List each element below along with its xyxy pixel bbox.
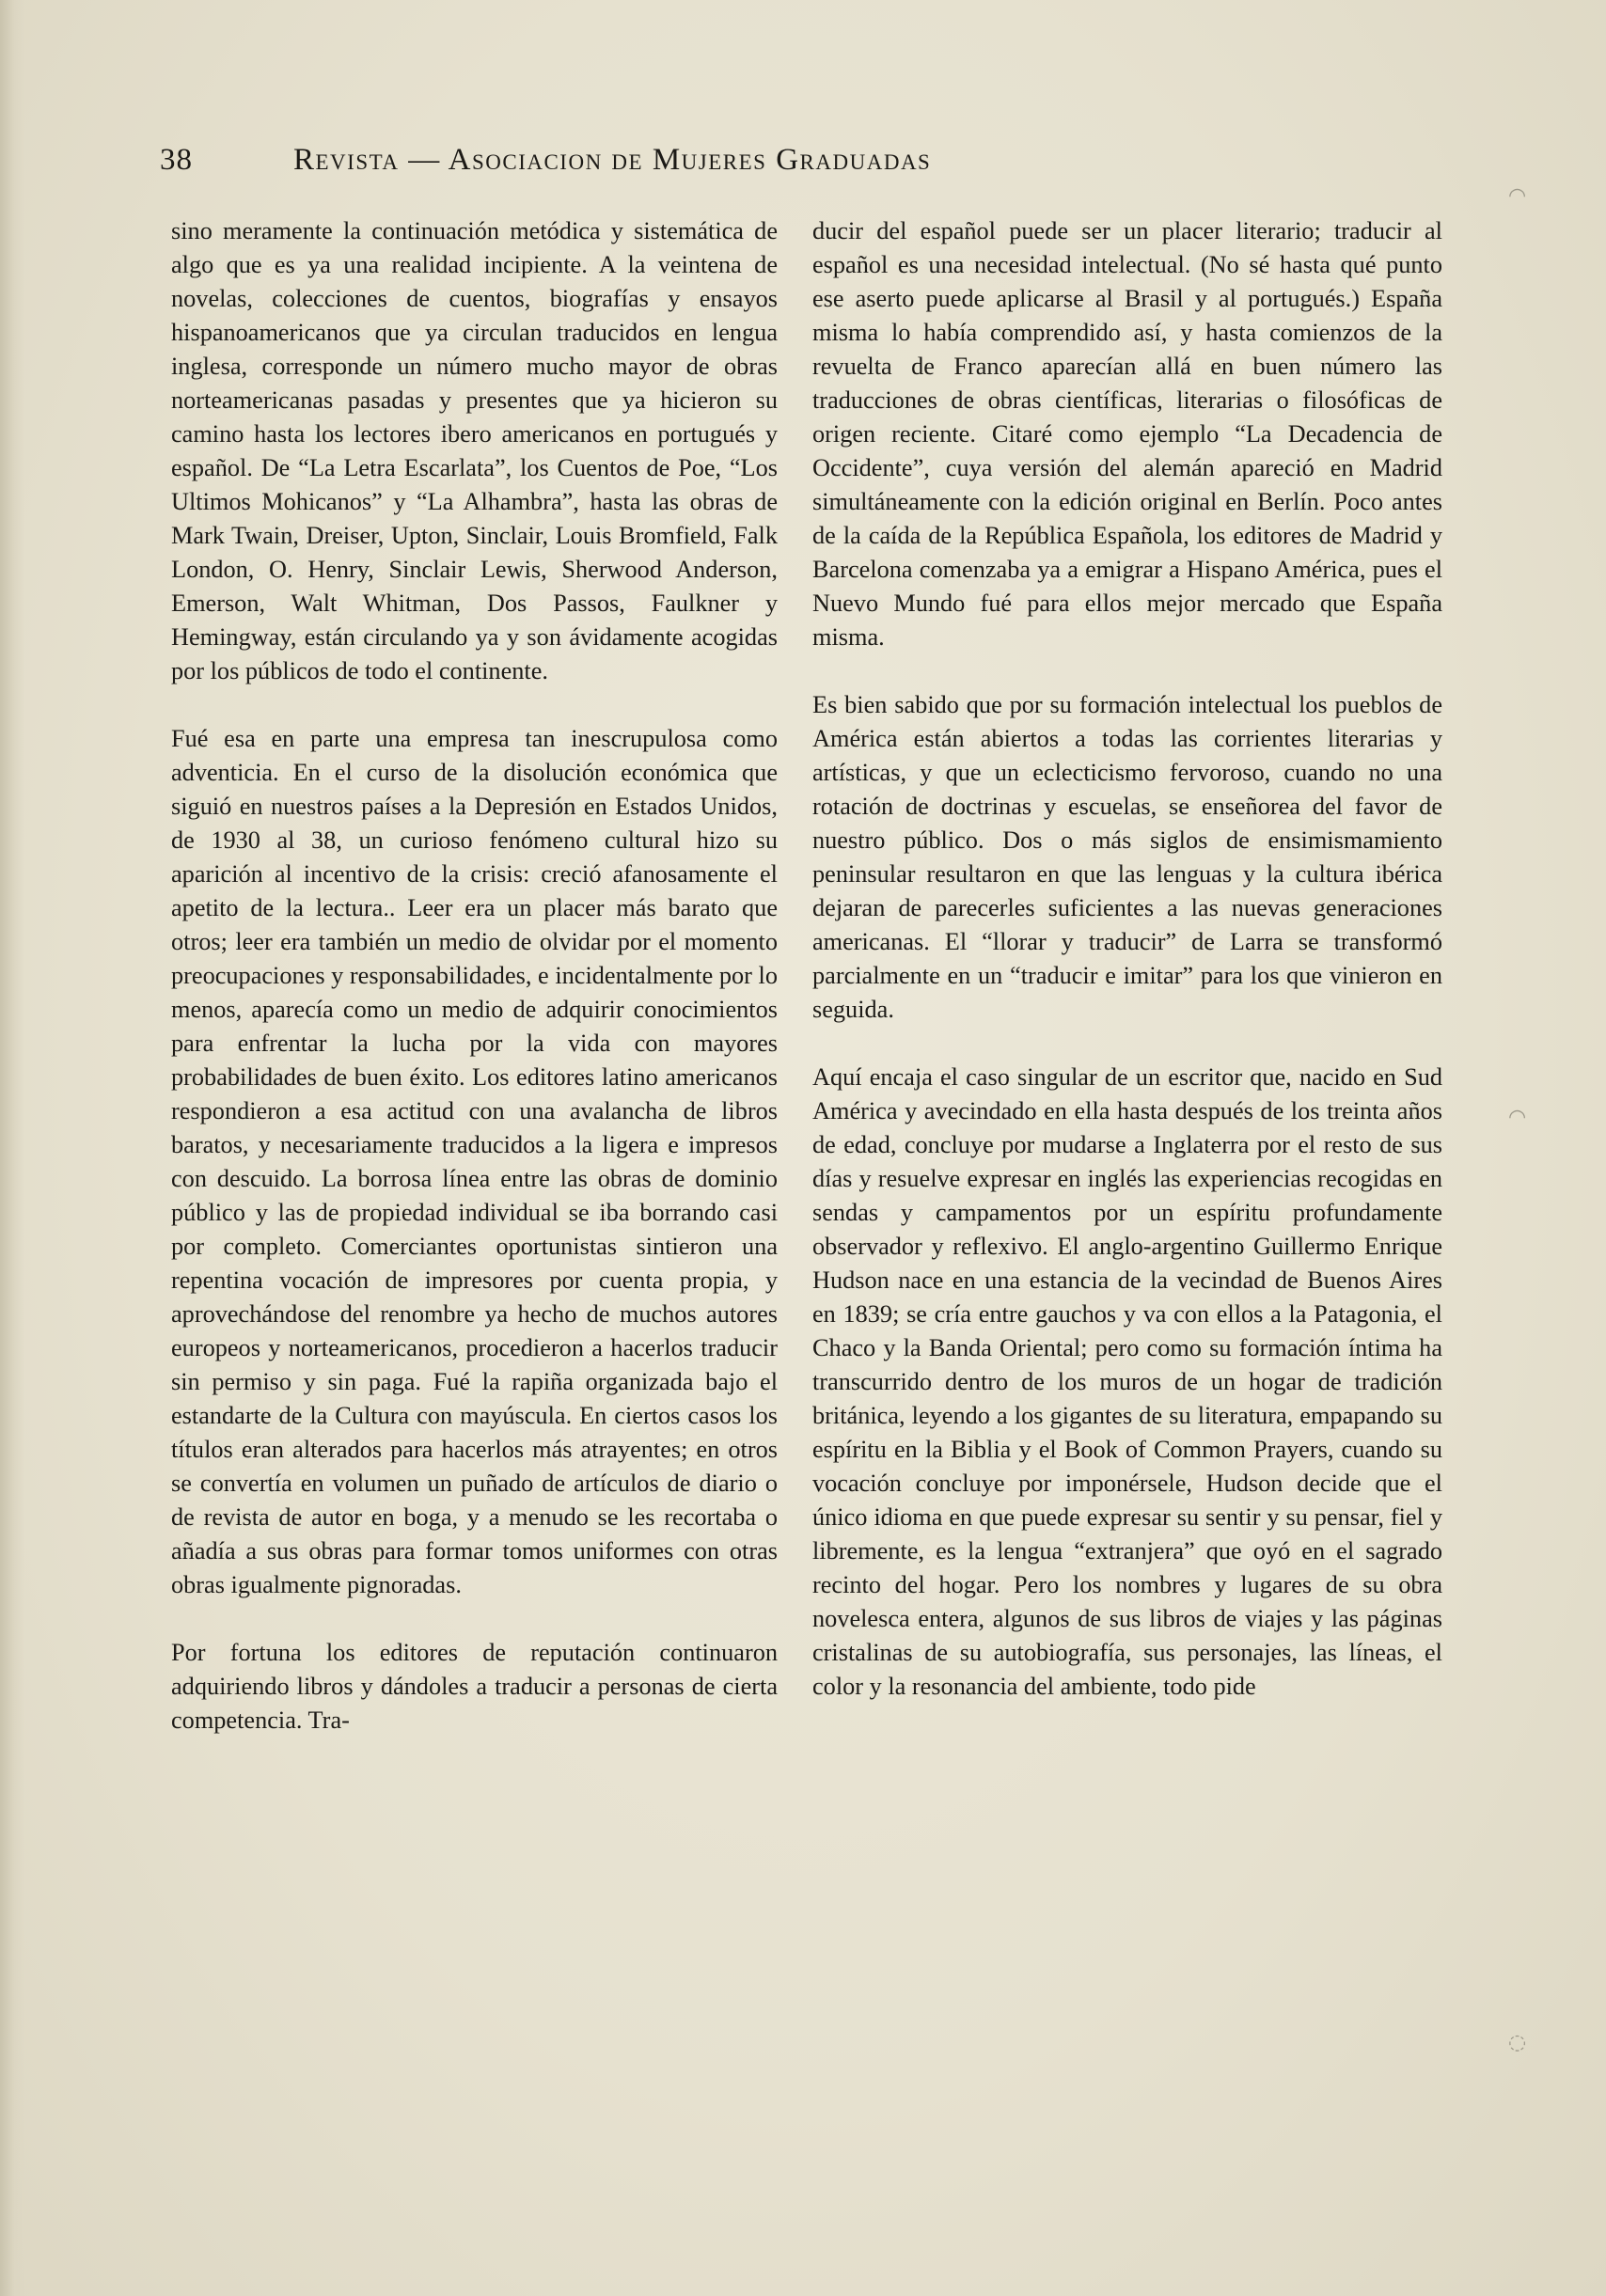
running-header [160, 143, 1476, 190]
binding-hole-mark-top: ◠ [1508, 184, 1527, 208]
running-title: Revista — Asociacion de Mujeres Graduadas [293, 143, 932, 177]
binding-hole-mark-bottom: ◌ [1508, 2031, 1527, 2054]
page-number: 38 [160, 143, 193, 177]
page-spine-shadow [0, 0, 24, 2296]
binding-hole-mark-middle: ◠ [1508, 1106, 1527, 1129]
left-paragraph-2: Fué esa en parte una empresa tan inescrupulosa como adventicia. En el curso de la disolución económica que siguió en nuestros países a la Depresión en Estados Unidos, de 1930 al 38, un curioso fenómeno cultural hizo su aparición al incentivo de la crisis: creció afanosamente el apetito de la lectura.. Leer era un placer más barato que otros; leer era también un medio de olvidar por el momento preocupaciones y responsabilidades, e incidentalmente por lo menos, aparecía como un medio de adquirir conocimientos para enfrentar la lucha por la vida con mayores probabilidades de buen éxito. Los editores latino americanos respondieron a esa actitud con una avalancha de libros baratos, y necesariamente traducidos a la ligera e impresos con descuido. La borrosa línea entre las obras de dominio público y las de propiedad individual se iba borrando casi por completo. Comerciantes oportunistas sintieron una repentina vocación de impresores por cuenta propia, y aprovechándose del renombre ya hecho de muchos autores europeos y norteamericanos, procedieron a hacerlos traducir sin permiso y sin paga. Fué la rapiña organizada bajo el estandarte de la Cultura con mayúscula. En ciertos casos los títulos eran alterados para hacerlos más atrayentes; en otros se convertía en volumen un puñado de artículos de diario o de revista de autor en boga, y a menudo se les recortaba o añadía a sus obras para formar tomos uniformes con otras obras igualmente pignoradas. [171, 725, 778, 1598]
left-column [171, 214, 778, 1738]
right-column [812, 214, 1442, 1704]
right-paragraph-1: ducir del español puede ser un placer literario; traducir al español es una necesidad intelectual. (No sé hasta qué punto ese aserto puede aplicarse al Brasil y al portugués.) España misma lo había comprendido así, y hasta comienzos de la revuelta de Franco aparecían allá en buen número las traducciones de obras científicas, literarias o filosóficas de origen reciente. Citaré como ejemplo “La Decadencia de Occidente”, cuya versión del alemán apareció en Madrid simultáneamente con la edición original en Berlín. Poco antes de la caída de la República Española, los editores de Madrid y Barcelona comenzaba ya a emigrar a Hispano América, pues el Nuevo Mundo fué para ellos mejor mercado que España misma. [812, 217, 1442, 651]
right-paragraph-2: Es bien sabido que por su formación intelectual los pueblos de América están abiertos a todas las corrientes literarias y artísticas, y que un eclecticismo fervoroso, cuando no una rotación de doctrinas y escuelas, se enseñorea del favor de nuestro público. Dos o más siglos de ensimismamiento peninsular resultaron en que las lenguas y la cultura ibérica dejaran de parecerles suficientes a las nuevas generaciones americanas. El “llorar y traducir” de Larra se transformó parcialmente en un “traducir e imitar” para los que vinieron en seguida. [812, 691, 1442, 1023]
left-paragraph-3: Por fortuna los editores de reputación continuaron adquiriendo libros y dándoles a traducir a personas de cierta competencia. Tra- [171, 1639, 778, 1734]
left-paragraph-1: sino meramente la continuación metódica y sistemática de algo que es ya una realidad incipiente. A la veintena de novelas, colecciones de cuentos, biografías y ensayos hispanoamericanos que ya circulan traducidos en lengua inglesa, corresponde un número mucho mayor de obras norteamericanas pasadas y presentes que ya hicieron su camino hasta los lectores ibero americanos en portugués y español. De “La Letra Escarlata”, los Cuentos de Poe, “Los Ultimos Mohicanos” y “La Alhambra”, hasta las obras de Mark Twain, Dreiser, Upton, Sinclair, Louis Bromfield, Falk London, O. Henry, Sinclair Lewis, Sherwood Anderson, Emerson, Walt Whitman, Dos Passos, Faulkner y Hemingway, están circulando ya y son ávidamente acogidas por los públicos de todo el continente. [171, 217, 778, 684]
right-paragraph-3: Aquí encaja el caso singular de un escritor que, nacido en Sud América y avecindado en ella hasta después de los treinta años de edad, concluye por mudarse a Inglaterra por el resto de sus días y resuelve expresar en inglés las experiencias recogidas en sendas y campamentos por un espíritu profundamente observador y reflexivo. El anglo-argentino Guillermo Enrique Hudson nace en una estancia de la vecindad de Buenos Aires en 1839; se cría entre gauchos y va con ellos a la Patagonia, el Chaco y la Banda Oriental; pero como su formación íntima ha transcurrido dentro de los muros de un hogar de tradición británica, leyendo a los gigantes de su literatura, empapando su espíritu en la Biblia y el Book of Common Prayers, cuando su vocación concluye por imponérsele, Hudson decide que el único idioma en que puede expresar su sentir y su pensar, fiel y libremente, es la lengua “extranjera” que oyó en el sagrado recinto del hogar. Pero los nombres y lugares de su obra novelesca entera, algunos de sus libros de viajes y las páginas cristalinas de su autobiografía, sus personajes, las líneas, el color y la resonancia del ambiente, todo pide [812, 1063, 1442, 1700]
